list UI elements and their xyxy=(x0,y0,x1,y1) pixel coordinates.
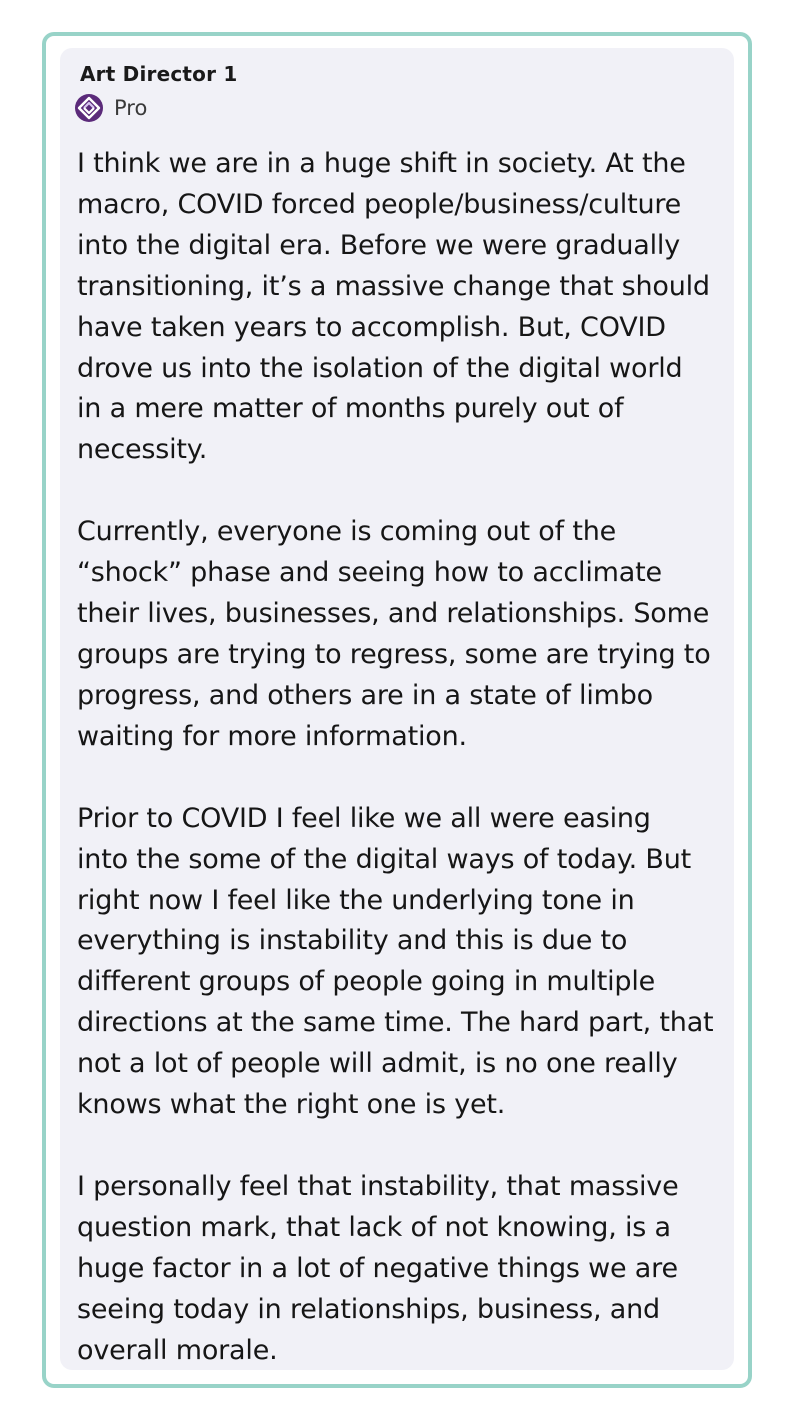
author-badge xyxy=(74,92,147,124)
post-body xyxy=(77,144,734,1370)
post-card xyxy=(60,48,734,1370)
badge-label: Pro xyxy=(114,96,148,120)
post-paragraph: Currently, everyone is coming out of the “shock” phase and seeing how to acclimate their lives, businesses, and relationships. Some groups are trying to regress, some are trying to progress, and others are in a state of limbo waiting for more information. xyxy=(77,516,711,752)
post-paragraph: I think we are in a huge shift in society. At the macro, COVID forced people/business/culture into the digital era. Before we were gradually transitioning, it’s a massive change that should have taken years to accomplish. But, COVID drove us into the isolation of the digital world in a mere matter of months purely out of necessity. xyxy=(77,148,710,466)
post-frame xyxy=(42,32,752,1388)
author-name[interactable]: Art Director 1 xyxy=(80,62,238,86)
post-paragraph: I personally feel that instability, that massive question mark, that lack of not knowing, is a huge factor in a lot of negative things we are seeing today in relationships, business, and overall morale. xyxy=(77,1170,679,1366)
post-paragraph: Prior to COVID I feel like we all were easing into the some of the digital ways of today. But right now I feel like the underlying tone in everything is instability and this is due to different groups of people going in multiple directions at the same time. The hard part, that not a lot of people will admit, is no one really knows what the right one is yet. xyxy=(77,802,714,1121)
diamond-badge-icon xyxy=(74,93,104,123)
